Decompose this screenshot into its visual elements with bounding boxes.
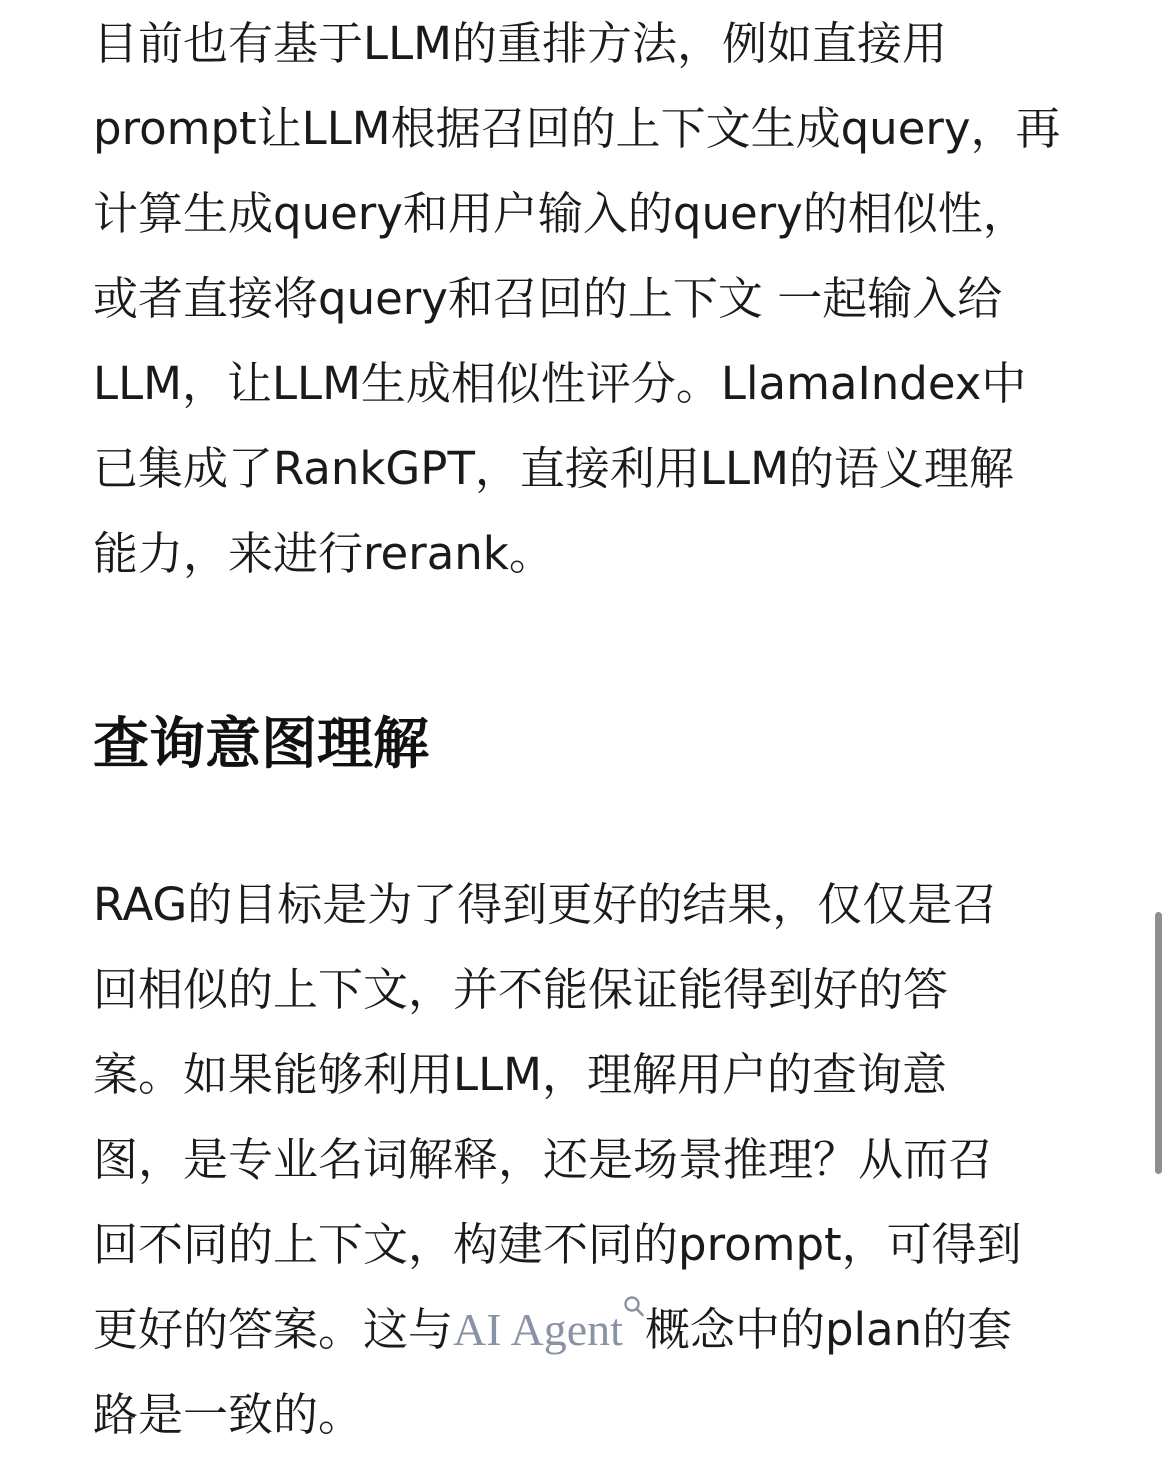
paragraph-line: 案。如果能够利用LLM，理解用户的查询意 bbox=[93, 1048, 947, 1101]
line-text-before-link: 更好的答案。这与 bbox=[93, 1303, 454, 1356]
paragraph-line: 图，是专业名词解释，还是场景推理？从而召 bbox=[93, 1133, 994, 1186]
paragraph-line: 回相似的上下文，并不能保证能得到好的答 bbox=[93, 963, 949, 1016]
paragraph-rerank bbox=[93, 0, 1083, 596]
paragraph-line: 计算生成query和用户输入的query的相似性， bbox=[93, 187, 1028, 240]
article-body bbox=[93, 0, 1083, 1441]
paragraph-line: RAG的目标是为了得到更好的结果，仅仅是召 bbox=[93, 878, 998, 931]
section-heading: 查询意图理解 bbox=[93, 712, 429, 777]
paragraph-line: prompt让LLM根据召回的上下文生成query，再 bbox=[93, 102, 1061, 155]
paragraph-line: 能力，来进行rerank。 bbox=[93, 527, 554, 580]
ai-agent-search-link[interactable] bbox=[453, 1304, 645, 1355]
paragraph-line: 路是一致的。 bbox=[93, 1388, 364, 1441]
paragraph-line: LLM，让LLM生成相似性评分。LlamaIndex中 bbox=[93, 357, 1027, 410]
paragraph-line bbox=[93, 1287, 1022, 1372]
vertical-scrollbar[interactable] bbox=[1155, 912, 1162, 1174]
paragraph-line: 或者直接将query和召回的上下文 一起输入给 bbox=[93, 272, 1003, 325]
line-text-after-link: 概念中的plan的套 bbox=[644, 1303, 1013, 1356]
paragraph-intent bbox=[93, 862, 1022, 1457]
paragraph-line: 目前也有基于LLM的重排方法，例如直接用 bbox=[93, 17, 947, 70]
ai-agent-link-text[interactable]: AI Agent bbox=[453, 1304, 623, 1355]
paragraph-line: 已集成了RankGPT，直接利用LLM的语义理解 bbox=[93, 442, 1014, 495]
paragraph-line: 回不同的上下文，构建不同的prompt，可得到 bbox=[93, 1218, 1022, 1271]
search-icon[interactable] bbox=[623, 1295, 645, 1325]
